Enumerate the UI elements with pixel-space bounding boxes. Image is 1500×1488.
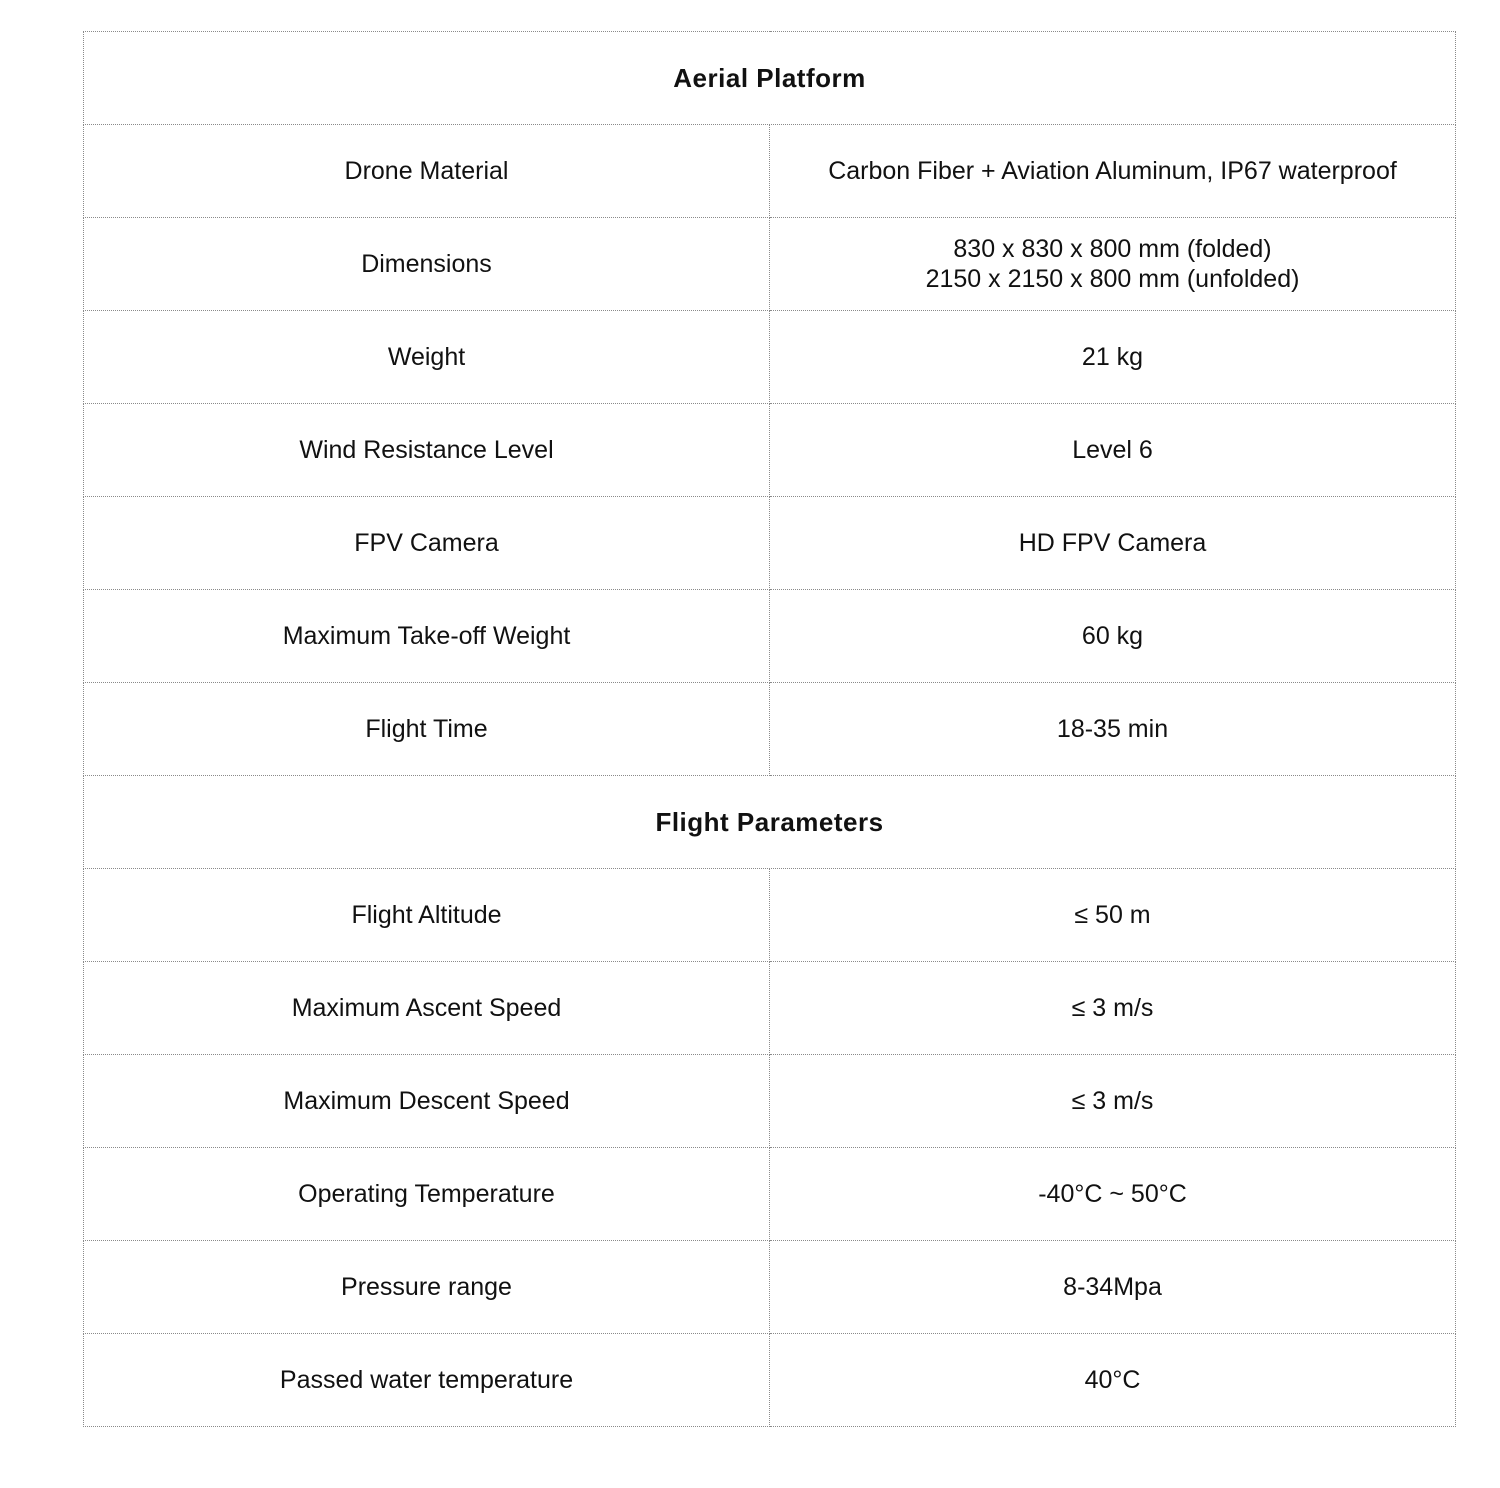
- spec-value: [770, 869, 1456, 962]
- table-row: [84, 590, 1456, 683]
- table-row: [84, 1334, 1456, 1427]
- spec-value-line: 40°C: [1084, 1366, 1141, 1394]
- spec-label: Maximum Ascent Speed: [84, 962, 770, 1055]
- spec-value-line: 21 kg: [1081, 343, 1144, 371]
- spec-value: [770, 962, 1456, 1055]
- table-row: [84, 962, 1456, 1055]
- spec-value-line: 2150 x 2150 x 800 mm (unfolded): [925, 265, 1300, 293]
- spec-value: [770, 311, 1456, 404]
- table-row: [84, 311, 1456, 404]
- spec-value-line: 60 kg: [1081, 622, 1144, 650]
- spec-label: Pressure range: [84, 1241, 770, 1334]
- spec-value: [770, 404, 1456, 497]
- table-row: [84, 404, 1456, 497]
- table-row: [84, 218, 1456, 311]
- spec-value-line: Level 6: [1072, 436, 1153, 464]
- spec-label: Maximum Descent Speed: [84, 1055, 770, 1148]
- spec-value-line: 18-35 min: [1056, 715, 1169, 743]
- spec-label: Operating Temperature: [84, 1148, 770, 1241]
- table-row: [84, 683, 1456, 776]
- section-header-row: [84, 32, 1456, 125]
- spec-value-line: ≤ 3 m/s: [1071, 994, 1154, 1022]
- spec-label: Weight: [84, 311, 770, 404]
- spec-table: [83, 31, 1456, 1427]
- section-header-row: [84, 776, 1456, 869]
- spec-value-line: ≤ 50 m: [1074, 901, 1151, 929]
- table-row: [84, 1241, 1456, 1334]
- section-title-flight-parameters: Flight Parameters: [84, 776, 1456, 869]
- spec-label: Wind Resistance Level: [84, 404, 770, 497]
- spec-value: [770, 683, 1456, 776]
- spec-value: [770, 125, 1456, 218]
- spec-label: Flight Time: [84, 683, 770, 776]
- spec-value: [770, 590, 1456, 683]
- table-row: [84, 1148, 1456, 1241]
- spec-value-line: HD FPV Camera: [1018, 529, 1207, 557]
- spec-label: Passed water temperature: [84, 1334, 770, 1427]
- spec-label: Drone Material: [84, 125, 770, 218]
- spec-value-line: ≤ 3 m/s: [1071, 1087, 1154, 1115]
- spec-value: [770, 1148, 1456, 1241]
- table-row: [84, 869, 1456, 962]
- spec-label: Dimensions: [84, 218, 770, 311]
- spec-label: Maximum Take-off Weight: [84, 590, 770, 683]
- spec-value: [770, 1334, 1456, 1427]
- section-title-aerial-platform: Aerial Platform: [84, 32, 1456, 125]
- spec-value-line: Carbon Fiber + Aviation Aluminum, IP67 waterproof: [828, 157, 1397, 185]
- spec-value: [770, 1241, 1456, 1334]
- table-row: [84, 125, 1456, 218]
- table-row: [84, 497, 1456, 590]
- spec-value: [770, 497, 1456, 590]
- spec-value: [770, 1055, 1456, 1148]
- spec-label: FPV Camera: [84, 497, 770, 590]
- table-row: [84, 1055, 1456, 1148]
- spec-value-line: 830 x 830 x 800 mm (folded): [953, 235, 1272, 263]
- spec-value-line: 8-34Mpa: [1063, 1273, 1162, 1301]
- spec-value-line: -40°C ~ 50°C: [1038, 1180, 1187, 1208]
- spec-label: Flight Altitude: [84, 869, 770, 962]
- spec-value: [770, 218, 1456, 311]
